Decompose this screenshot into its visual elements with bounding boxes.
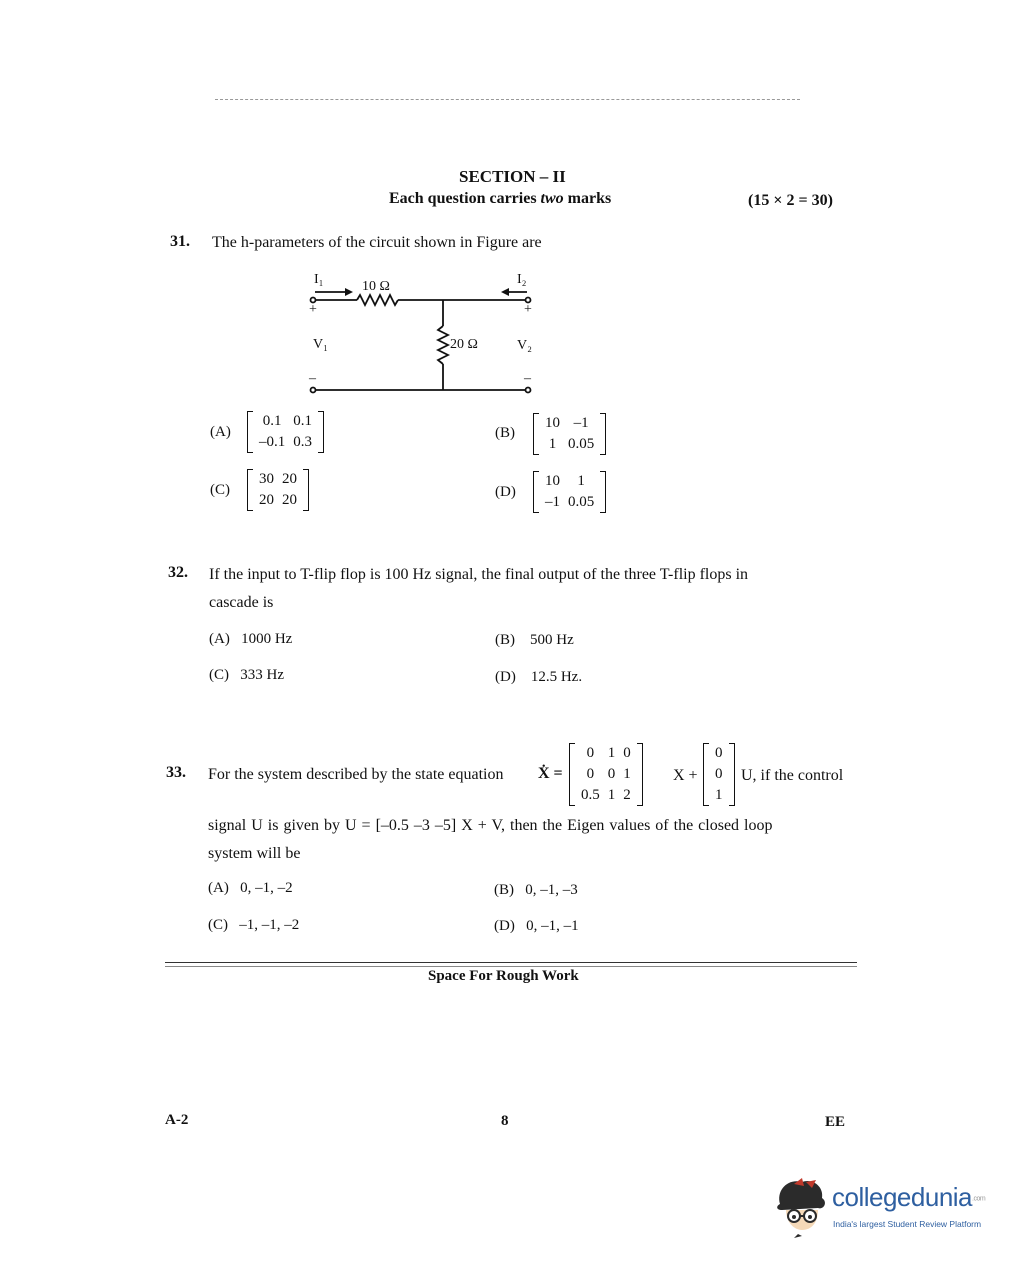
subtitle-pre: Each question carries xyxy=(389,190,541,207)
circuit-v2-label: V₂ xyxy=(517,338,532,353)
circuit-v1-label: V₁ xyxy=(313,337,328,352)
q31-option-c-label: (C) xyxy=(210,482,230,498)
q32-number: 32. xyxy=(168,564,188,581)
option-label: (D) xyxy=(494,918,515,934)
matrix-cell: 0.3 xyxy=(293,434,312,450)
q33-b-matrix xyxy=(703,743,735,806)
q32-option-b[interactable] xyxy=(495,632,574,649)
mascot-icon xyxy=(772,1176,830,1238)
matrix-cell: 0.1 xyxy=(293,413,312,429)
option-label: (C) xyxy=(208,917,228,933)
q31-option-b-label: (B) xyxy=(495,425,515,441)
option-text: 1000 Hz xyxy=(241,631,293,647)
matrix-cell: 0 xyxy=(607,766,616,782)
q31-option-a-label: (A) xyxy=(210,424,231,440)
q31-option-b-matrix[interactable] xyxy=(533,413,606,455)
q31-option-a-matrix[interactable] xyxy=(247,411,324,453)
matrix-cell: 20 xyxy=(282,492,297,508)
footer-right-code: EE xyxy=(825,1114,846,1130)
matrix-cell: 2 xyxy=(623,787,631,803)
circuit-r1-label: 10 Ω xyxy=(362,279,390,294)
matrix-cell: 0.5 xyxy=(581,787,600,803)
q33-option-c[interactable] xyxy=(208,917,299,934)
q32-text-line1: If the input to T-flip flop is 100 Hz signal, the final output of the three T-flip flops in xyxy=(209,566,749,583)
matrix-cell: 0 xyxy=(586,766,595,782)
circuit-v1-minus: – xyxy=(309,371,316,386)
matrix-cell: 0.05 xyxy=(568,436,595,452)
q33-option-b[interactable] xyxy=(494,882,578,899)
page-number: 8 xyxy=(501,1113,509,1129)
matrix-cell: –0.1 xyxy=(259,434,286,450)
option-label: (A) xyxy=(209,631,230,647)
matrix-cell: 0.05 xyxy=(568,494,595,510)
q32-option-a[interactable] xyxy=(209,631,292,648)
q31-circuit xyxy=(295,268,555,400)
circuit-i1-label: I₁ xyxy=(314,272,324,287)
logo-name-text: collegedunia xyxy=(832,1182,973,1212)
q33-text-line2: signal U is given by U = [–0.5 –3 –5] X + V, then the Eigen values of the closed loop xyxy=(208,817,773,834)
matrix-cell: 1 xyxy=(623,766,631,782)
circuit-v2-plus: + xyxy=(524,302,532,317)
q33-x-plus: X + xyxy=(673,767,698,784)
q31-option-c-matrix[interactable] xyxy=(247,469,309,511)
option-label: (B) xyxy=(495,632,515,648)
matrix-cell: 30 xyxy=(259,471,274,487)
rough-work-label: Space For Rough Work xyxy=(428,968,579,984)
terminal-1-bottom xyxy=(311,388,316,393)
circuit-i2-label: I₂ xyxy=(517,272,527,287)
q33-text-line3: system will be xyxy=(208,845,301,862)
option-label: (D) xyxy=(495,669,516,685)
matrix-cell: 1 xyxy=(715,787,723,803)
q32-text-line2: cascade is xyxy=(209,594,274,611)
logo-suffix: .com xyxy=(972,1195,986,1203)
matrix-cell: 20 xyxy=(282,471,297,487)
circuit-v2-minus: – xyxy=(524,371,531,386)
circuit-v1-plus: + xyxy=(309,302,317,317)
section-marks: (15 × 2 = 30) xyxy=(748,192,833,209)
matrix-cell: 10 xyxy=(545,415,560,431)
q31-number: 31. xyxy=(170,233,190,250)
q31-option-d-label: (D) xyxy=(495,484,516,500)
q32-option-d[interactable] xyxy=(495,669,582,686)
q33-number: 33. xyxy=(166,764,186,781)
circuit-r2-label: 20 Ω xyxy=(450,337,478,352)
q33-a-matrix xyxy=(569,743,643,806)
matrix-cell: 20 xyxy=(259,492,274,508)
subtitle-emphasis: two xyxy=(540,190,564,207)
matrix-cell: 0.1 xyxy=(262,413,282,429)
matrix-cell: –1 xyxy=(573,415,589,431)
collegedunia-logo[interactable] xyxy=(772,1172,1012,1242)
footer-left-code: A-2 xyxy=(165,1112,189,1128)
section-title: SECTION – II xyxy=(459,167,566,186)
matrix-cell: 10 xyxy=(545,473,560,489)
q33-text-post: U, if the control xyxy=(741,767,844,784)
option-text: 0, –1, –3 xyxy=(525,882,578,898)
q33-option-d[interactable] xyxy=(494,918,579,935)
matrix-cell: 0 xyxy=(623,745,631,761)
option-text: 0, –1, –2 xyxy=(240,880,293,896)
option-text: 500 Hz xyxy=(530,632,574,648)
q33-xdot: Ẋ = xyxy=(538,765,563,782)
matrix-cell: 1 xyxy=(607,787,616,803)
option-label: (A) xyxy=(208,880,229,896)
option-text: –1, –1, –2 xyxy=(239,917,300,933)
logo-tagline: India's largest Student Review Platform xyxy=(833,1219,982,1229)
option-text: 333 Hz xyxy=(240,667,284,683)
i2-arrow-head xyxy=(501,288,509,296)
rough-work-divider-2 xyxy=(165,966,857,967)
section-subtitle xyxy=(389,190,611,208)
option-text: 12.5 Hz. xyxy=(530,669,583,685)
top-scan-line xyxy=(215,99,800,100)
q31-option-d-matrix[interactable] xyxy=(533,471,606,513)
rough-work-divider xyxy=(165,962,857,963)
q33-text-pre: For the system described by the state equation xyxy=(208,766,504,783)
resistor-10-ohm xyxy=(357,295,398,305)
q33-option-a[interactable] xyxy=(208,880,293,897)
matrix-cell: 1 xyxy=(607,745,616,761)
option-text: 0, –1, –1 xyxy=(526,918,579,934)
logo-name xyxy=(832,1182,985,1213)
matrix-cell: 0 xyxy=(586,745,595,761)
matrix-cell: 1 xyxy=(577,473,585,489)
matrix-cell: 1 xyxy=(548,436,557,452)
resistor-20-ohm xyxy=(438,326,448,364)
option-label: (C) xyxy=(209,667,229,683)
matrix-cell: 0 xyxy=(715,766,723,782)
q32-option-c[interactable] xyxy=(209,667,284,684)
q31-text: The h-parameters of the circuit shown in Figure are xyxy=(212,234,542,251)
matrix-cell: 0 xyxy=(715,745,723,761)
matrix-cell: –1 xyxy=(545,494,560,510)
option-label: (B) xyxy=(494,882,514,898)
terminal-2-bottom xyxy=(526,388,531,393)
i1-arrow-head xyxy=(345,288,353,296)
subtitle-post: marks xyxy=(563,190,612,207)
